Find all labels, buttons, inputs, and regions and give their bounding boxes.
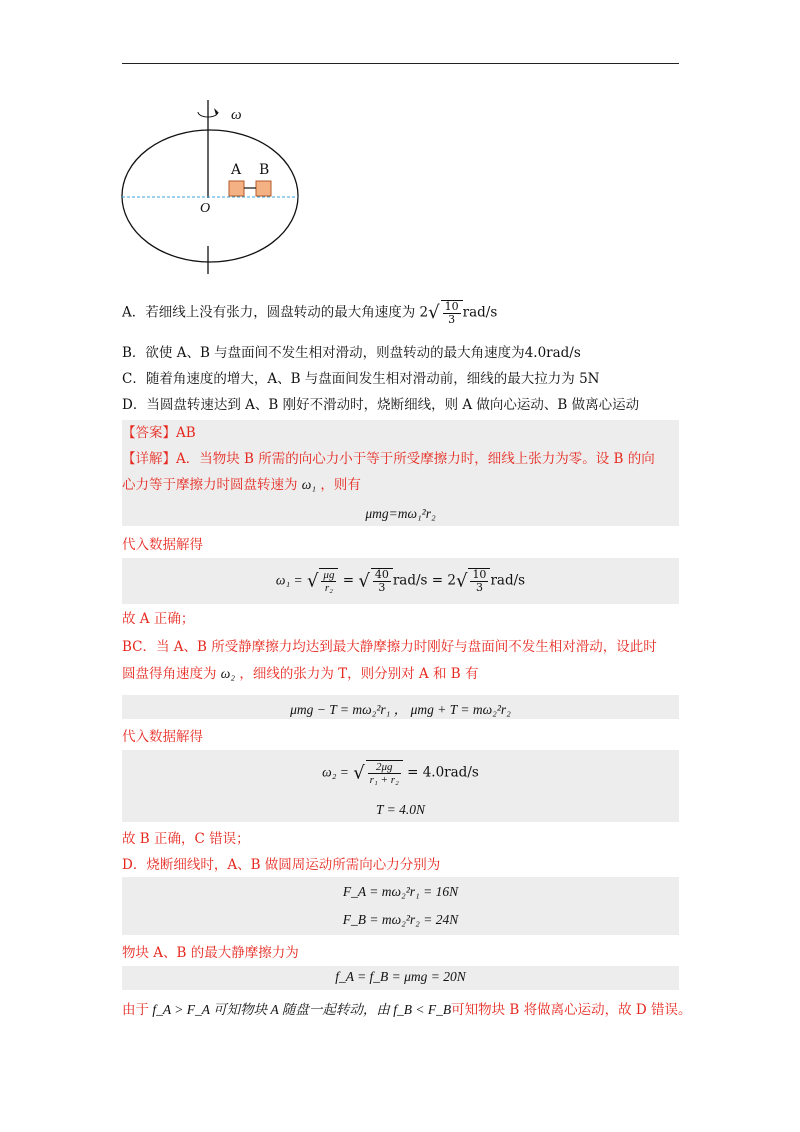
detail-line-1 (122, 449, 655, 469)
detail-text-2a: 心力等于摩擦力时圆盘转速为 (122, 477, 298, 493)
detail-line-2 (122, 475, 361, 495)
eq2-d1: r₂ (324, 582, 333, 594)
eq7: F_B = mω₂²r₂ = 24N (342, 912, 459, 927)
eq2-unit1: rad/s = 2 (392, 572, 456, 589)
eq6-block (122, 877, 679, 935)
sub1: 代入数据解得 (122, 537, 203, 553)
disk-figure (118, 96, 308, 282)
final-mid2: f_B < F_B (393, 1002, 452, 1017)
omega1-symbol: ω₁ (301, 477, 317, 492)
eq3-block (122, 695, 679, 719)
detail-label: 【详解】 (122, 451, 176, 467)
bc-line-2 (122, 664, 478, 684)
option-a: A．若细线上没有张力，圆盘转动的最大角速度为 2√ $\frac{10}{3}$ rad/s (122, 300, 498, 326)
eq4-num: 2μg (368, 761, 401, 774)
eq2-lhs: ω₁ = (275, 572, 303, 588)
eq2-n1: μg (323, 569, 335, 581)
eq3: μmg − T = mω₂²r₁ ， μmg + T = mω₂²r₂ (290, 702, 511, 717)
bc-line-1: BC．当 A、B 所受静摩擦力均达到最大静摩擦力时刚好与盘面间不发生相对滑动，设此时 (122, 639, 657, 655)
eq4-lhs: ω₂ = (322, 764, 349, 780)
eq2-unit2: rad/s (490, 572, 526, 589)
answer-label: 【答案】AB (122, 425, 196, 441)
final-pre: 由于 (122, 1002, 149, 1018)
eq4-block (122, 750, 679, 822)
d-line: D．烧断细线时，A、B 做圆周运动所需向心力分别为 (122, 857, 441, 873)
option-b (122, 343, 581, 363)
disk-diagram (118, 96, 308, 282)
eq8-block (122, 966, 679, 990)
eq1-text: μmg=mω₁²r₂ (365, 506, 436, 521)
final-line (122, 1000, 692, 1020)
eq1 (122, 504, 679, 524)
omega2-symbol: ω₂ (220, 666, 236, 681)
omega-label: ω (231, 107, 242, 123)
label-o: O (200, 201, 211, 216)
eq8: f_A = f_B = μmg = 20N (335, 969, 466, 984)
option-b-value: 4.0rad/s (524, 345, 581, 361)
eq4-den: r₁ + r₂ (369, 774, 399, 786)
detail-text-1: A．当物块 B 所需的向心力小于等于所受摩擦力时，细线上张力为零。设 B 的向 (176, 451, 655, 467)
eq2-n3: 10 (472, 568, 487, 581)
eq4: ω₂ = √ $\frac{2\mu g}{\text{r₁ + r₂}}$ = 4.0rad/s (322, 761, 479, 786)
conclusion-a: 故 A 正确； (122, 611, 195, 627)
option-a-coef: 2 (419, 304, 429, 321)
option-d (122, 395, 639, 415)
eq2-d2: 3 (378, 581, 386, 594)
option-d-text: D．当圆盘转速达到 A、B 刚好不滑动时，烧断细线，则 A 做向心运动、B 做离心运动 (122, 397, 640, 413)
option-a-den: 3 (448, 313, 456, 326)
sub2: 代入数据解得 (122, 729, 203, 745)
eq2: ω₁ = √ $\frac{\mu g}{\text{r₂}}$ = √ $\frac{40}{3}$ rad/s = 2√ $\frac{10}{3}$ rad/s (275, 568, 526, 594)
eq6: F_A = mω₂²r₁ = 16N (342, 884, 459, 899)
header-rule (122, 63, 679, 64)
max-line: 物块 A、B 的最大静摩擦力为 (122, 945, 299, 961)
option-c (122, 369, 599, 389)
eq2-d3: 3 (475, 581, 483, 594)
bc-text-2a: 圆盘得角速度为 (122, 666, 217, 682)
final-post: 可知物块 B 将做离心运动，故 D 错误。 (451, 1002, 692, 1018)
option-c-text: C．随着角速度的增大，A、B 与盘面间发生相对滑动前，细线的最大拉力为 5N (122, 371, 600, 387)
option-a-unit: rad/s (462, 304, 498, 321)
detail-text-2b: ，则有 (320, 477, 361, 493)
label-b: B (259, 162, 270, 178)
eq4-rhs: = 4.0rad/s (407, 764, 479, 781)
eq2-n2: 40 (374, 568, 389, 581)
bc-text-2b: ，细线的张力为 T，则分别对 A 和 B 有 (239, 666, 479, 682)
eq5: T = 4.0N (375, 802, 425, 817)
conclusion-bc: 故 B 正确，C 错误； (122, 831, 250, 847)
eq2-block (122, 558, 679, 604)
option-a-num: 10 (444, 300, 459, 313)
label-a: A (231, 162, 242, 178)
option-a-text: A．若细线上没有张力，圆盘转动的最大角速度为 (122, 304, 416, 321)
option-b-text: B．欲使 A、B 与盘面间不发生相对滑动，则盘转动的最大角速度为 (122, 345, 525, 361)
final-mid1: f_A > F_A 可知物块 A 随盘一起转动，由 (149, 1002, 394, 1017)
